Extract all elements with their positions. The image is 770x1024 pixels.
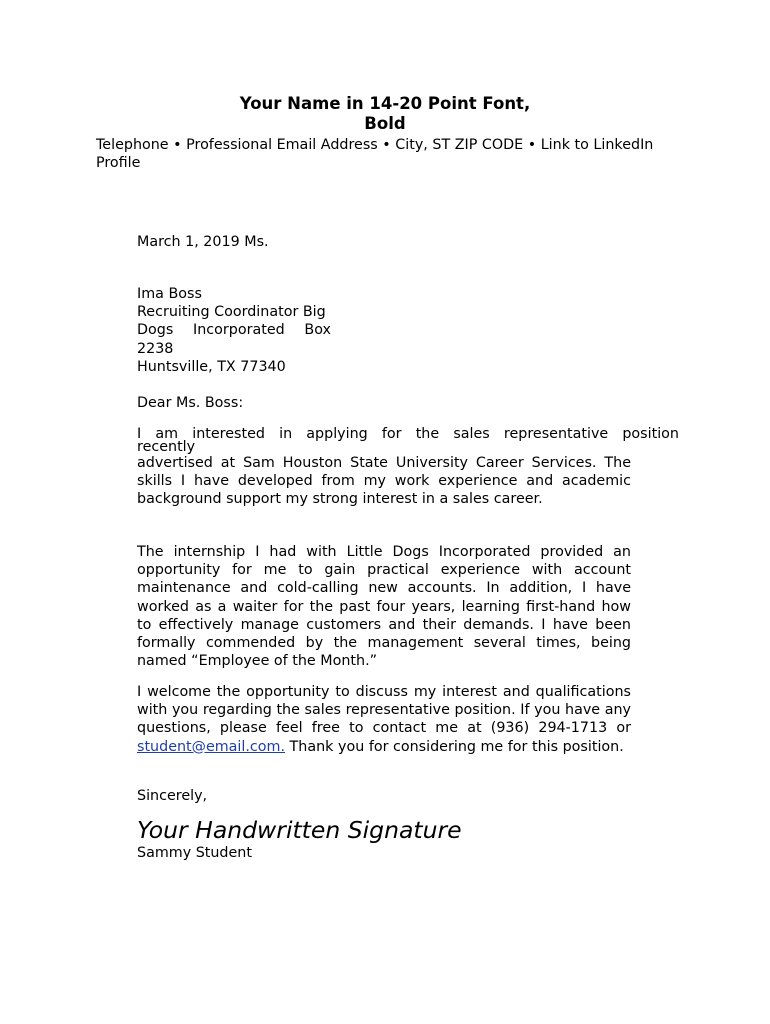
body-paragraph-3: [137, 683, 631, 756]
recipient-company: Dogs Incorporated Box: [137, 322, 331, 339]
name-heading-line1: Your Name in 14-20 Point Font,: [239, 94, 531, 113]
name-heading: [0, 94, 770, 134]
body-paragraph-2: The internship I had with Little Dogs Incorporated provided an opportunity for me to gain practical experience with account maintenance and cold-calling new accounts. In addition, I have worked as a waiter for the past four years, learning first-hand how to effectively manage customers and their demands. I have been formally commended by the management several times, being named “Employee of the Month.”: [137, 544, 631, 670]
email-link[interactable]: student@email.com.: [137, 738, 286, 755]
name-heading-line2: Bold: [364, 114, 406, 133]
recipient-address: [137, 285, 631, 376]
paragraph-3-text-end: Thank you for considering me for this position.: [285, 738, 624, 755]
contact-info: Telephone • Professional Email Address • City, ST ZIP CODE • Link to LinkedIn Profile: [96, 137, 654, 171]
recipient-title: Recruiting Coordinator Big: [137, 304, 326, 321]
paragraph-1-line-b: recently: [137, 439, 196, 455]
date-line: March 1, 2019 Ms.: [137, 234, 269, 250]
paragraph-1-line-a: I am interested in applying for the sales representative position: [137, 426, 679, 442]
body-paragraph-1: [137, 426, 679, 509]
signature: Your Handwritten Signature: [137, 816, 462, 844]
paragraph-3-text: I welcome the opportunity to discuss my interest and qualifications with you regarding the sales representative position. If you have any questions, please feel free to contact me at (936) 294-1713 or: [137, 684, 631, 737]
recipient-city: Huntsville, TX 77340: [137, 358, 286, 375]
paragraph-1-rest: advertised at Sam Houston State University Career Services. The skills I have developed from my work experience and academic background support my strong interest in a sales career.: [137, 455, 631, 508]
recipient-box: 2238: [137, 340, 174, 357]
salutation: Dear Ms. Boss:: [137, 395, 244, 411]
recipient-name: Ima Boss: [137, 286, 202, 302]
signer-name: Sammy Student: [137, 845, 252, 861]
closing: Sincerely,: [137, 788, 208, 804]
